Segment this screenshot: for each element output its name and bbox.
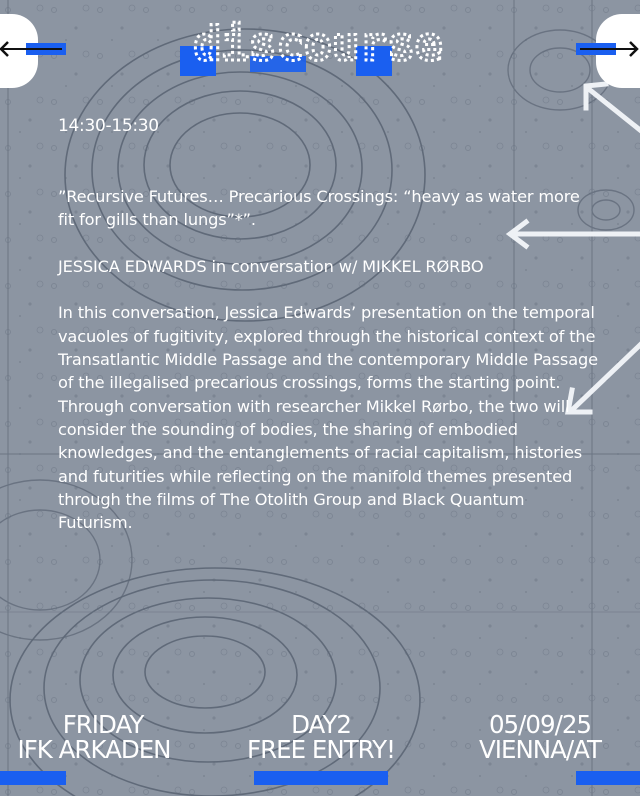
event-info [58,185,598,558]
footer-bar-center [254,771,388,785]
footer-location: VIENNA/AT [479,735,601,764]
footer-day [0,712,188,762]
svg-text:discourse: discourse [193,17,443,71]
footer-bar-left [0,771,66,785]
session-time: 14:30-15:30 [58,116,159,136]
event-description: In this conversation, Jessica Edwards’ presentation on the temporal vacuoles of fugitivity, explored through the historical context of the Transatlantic Middle Passage and the contemporary Middle Passage of the illegalised precarious crossings, forms the starting point. Through conversation with researcher Mikkel Rørbo, the two will consider the sounding of bodies, the sharing of embodied knowledges, and the entanglements of racial capitalism, histories and futurities while reflecting on the manifold themes presented through the films of The Otolith Group and Black Quantum Futurism. [58,303,598,533]
footer-entry-label: FREE ENTRY! [247,735,395,764]
footer-date-place [448,712,632,762]
footer-bar-right [576,771,640,785]
discourse-logo [138,10,498,76]
event-speakers: JESSICA EDWARDS in conversation w/ MIKKEL RØRBO [58,256,484,276]
footer-day-number: DAY2 [291,710,351,739]
footer-date: 05/09/25 [488,710,592,739]
event-title: ”Recursive Futures… Precarious Crossings: “heavy as water more fit for gills than lungs”*”. [58,187,580,230]
left-arrow-icon[interactable] [0,38,70,60]
footer-day-label: FRIDAY [62,710,144,739]
footer-venue: IFK ARKADEN [17,735,171,764]
right-arrow-icon[interactable] [572,38,640,60]
footer-entry [228,712,414,762]
